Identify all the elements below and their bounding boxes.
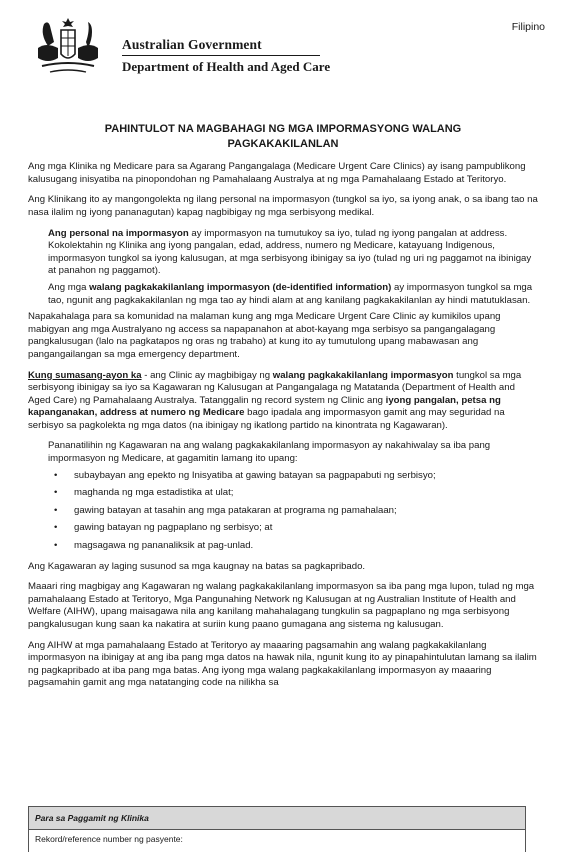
personal-info-term: Ang personal na impormasyon	[48, 227, 189, 239]
list-item: • subaybayan ang epekto ng Inisyatiba at gawing batayan sa pagpapabuti ng serbisyo;	[54, 469, 436, 481]
consent-text-a: - ang Clinic ay magbibigay ng	[141, 369, 273, 381]
usage-list	[48, 470, 538, 553]
patient-reference-label: Rekord/reference number ng pasyente:	[35, 834, 183, 844]
personal-info-text: ay impormasyon na tumutukoy sa iyo, tulad ng iyong pangalan at address. Kokolektahin ng Klinika ang iyong pangalan, edad, address, numero ng Medicare, katayuang Indigenous, impormasyon tungkol sa iyong kalusugan, at mga serbisyong ibinigay sa iyo (tulad ng uri ng paggamot na ibinigay at panahon ng paggamot).	[48, 227, 532, 277]
bullet-icon: •	[54, 540, 58, 552]
patient-reference-field[interactable]	[29, 829, 525, 853]
consent-bold-a: walang pagkakakilanlang impormasyon	[272, 369, 454, 381]
sharing-paragraph: Maaari ring magbigay ang Kagawaran ng walang pagkakakilanlang impormasyon sa iba pang mga lupon, tulad ng mga pamahalaang Estado at Teritoryo, Mga Pangunahing Network ng Kalusugan at ng Australian Institute of Health and Welfare (AIHW), upang maisagawa nila ang kanilang mahahalagang tungkulin sa pagpaplano ng mga serbisyong pangkalusugan kung saan ka nakatira at suriin kung paano gumagana ang sistema ng kalusugan.	[28, 581, 535, 630]
coat-of-arms-icon	[28, 18, 108, 80]
page-header	[22, 14, 547, 84]
consent-paragraph	[28, 370, 538, 433]
language-label: Filipino	[511, 21, 545, 33]
personal-info-definition	[48, 228, 538, 278]
deidentified-term: walang pagkakakilanlang impormasyon (de-identified information)	[89, 281, 392, 293]
importance-paragraph: Napakahalaga para sa komunidad na malaman kung ang mga Medicare Urgent Care Clinic ay kumikilos upang mabigyan ang mga Australyano ng access sa napapanahon at abot-kayang mga serbisyo sa pangangalagang pangkalusugan (lalo na pagkatapos ng oras ng trabaho) at kung ito ay tumutulong upang mabawasan ang pangangailangan sa mga emergency department.	[28, 311, 501, 360]
consent-heading: Kung sumasang-ayon ka	[28, 369, 142, 381]
deidentified-definition	[48, 282, 538, 307]
consent-bold-b: iyong pangalan, petsa ng kapanganakan, address at numero ng Medicare	[28, 394, 501, 419]
clinic-use-title: Para sa Paggamit ng Klinika	[35, 813, 149, 823]
list-item: • magsagawa ng pananaliksik at pag-unlad.	[54, 540, 254, 552]
usage-block	[48, 440, 538, 465]
bullet-icon: •	[54, 522, 58, 534]
intro-paragraph: Ang mga Klinika ng Medicare para sa Agarang Pangangalaga (Medicare Urgent Care Clinics) ay isang pampublikong kalusugang inisyatiba na pinopondohan ng Pamahalaang Australya at ng mga Pamahalaang Estado at Teritoryo.	[28, 161, 526, 185]
deidentified-text: ay impormasyon tungkol sa mga tao, ngunit ang pagkakakilanlan ng mga tao ay hindi alam at ang kanilang pagkakakilanlan ay hindi matutuklasan.	[48, 281, 533, 306]
list-item: • gawing batayan ng pagpaplano ng serbisyo; at	[54, 522, 273, 534]
linkage-paragraph: Ang AIHW at mga pamahalaang Estado at Teritoryo ay maaaring pagsamahin ang walang pagkakakilanlang impormasyon na ibinigay at ang iba pang mga datos na hawak nila, ngunit kung ito ay pinapahintulutan lamang sa ilalim ng pagkapribado at iba pang mga batas. Ang iyong mga walang pagkakakilanlang impormasyon ay maaaring pagsamahin gamit ang mga natatanging code na nilikha sa	[28, 639, 537, 689]
clinic-use-box	[28, 806, 526, 852]
definitions-block	[48, 228, 538, 308]
usage-intro: Pananatilihin ng Kagawaran na ang walang pagkakakilanlang impormasyon ay nakahiwalay sa iba pang impormasyon ng Medicare, at gagamitin lamang ito upang:	[48, 440, 491, 465]
bullet-icon: •	[54, 469, 58, 481]
government-name: Australian Government	[122, 37, 262, 52]
department-name: Department of Health and Aged Care	[122, 59, 331, 74]
list-item: • maghanda ng mga estadistika at ulat;	[54, 487, 234, 499]
header-divider	[122, 55, 320, 56]
list-item: • gawing batayan at tasahin ang mga patakaran at programa ng pamahalaan;	[54, 504, 397, 516]
privacy-paragraph: Ang Kagawaran ay laging susunod sa mga kaugnay na batas sa pagkapribado.	[28, 560, 366, 572]
deidentified-prefix: Ang mga	[48, 281, 90, 293]
bullet-icon: •	[54, 504, 58, 516]
bullet-icon: •	[54, 487, 58, 499]
document-title: PAHINTULOT NA MAGBAHAGI NG MGA IMPORMASYONG WALANG PAGKAKAKILANLAN	[104, 123, 462, 150]
consent-text-c: bago ipadala ang impormasyon gamit ang may seguridad na serbisyo sa pagkolekta ng mga datos (na ibinigay ng ikatlong partido na kinontrata ng Kagawaran).	[28, 407, 505, 431]
collection-paragraph: Ang Klinikang ito ay mangongolekta ng ilang personal na impormasyon (tungkol sa iyo, sa iyong anak, o sa ibang tao na nasa ilalim ng iyong pananagutan) kapag nagbibigay ng mga serbisyong medikal.	[28, 194, 538, 218]
consent-text-b: tungkol sa mga serbisyong ibinigay sa iyo sa Kagawaran ng Kalusugan at Pangangalaga ng Matatanda (Department of Health and Aged Care) ng Pamahalaang Australya. Tatanggalin ng record system ng Clinic ang	[28, 369, 522, 406]
document-body	[28, 122, 538, 698]
